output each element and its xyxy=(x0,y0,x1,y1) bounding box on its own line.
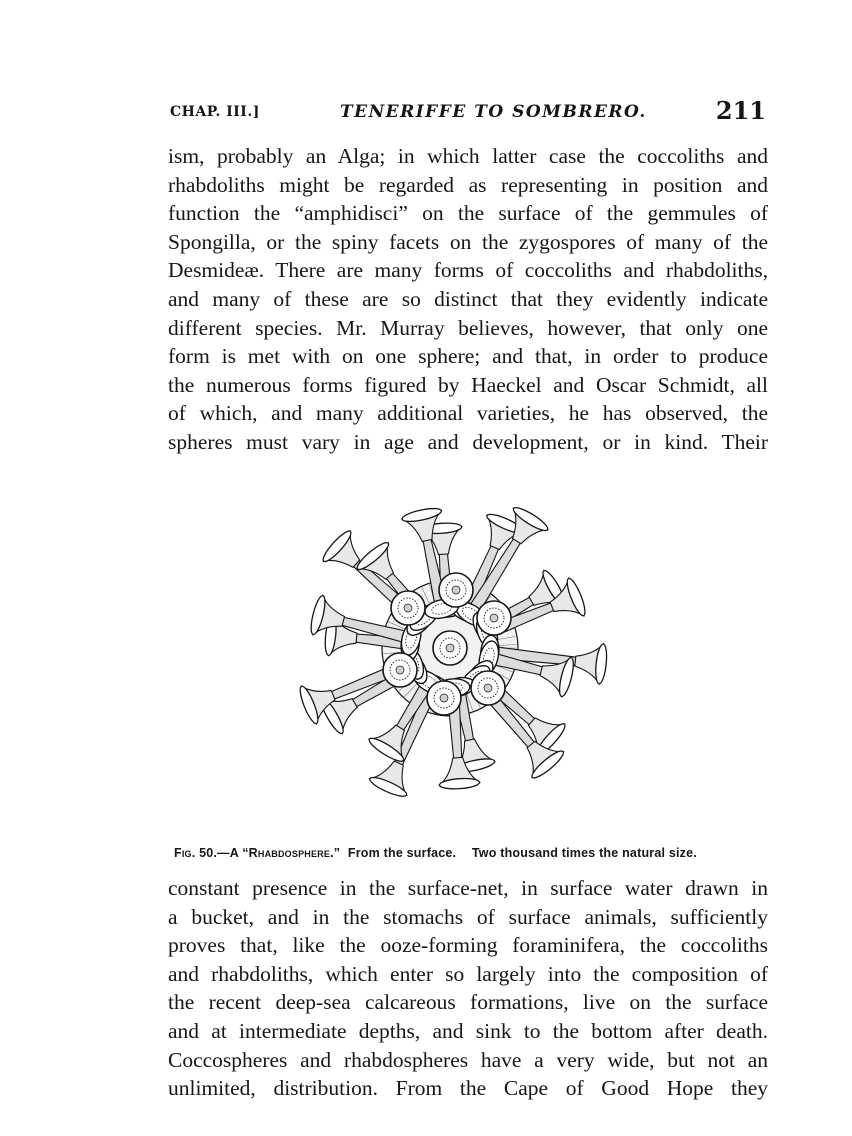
figure-caption xyxy=(174,846,744,860)
text-line: different species. Mr. Murray believes, however, that only one xyxy=(168,315,768,340)
text-line: rhabdoliths might be regarded as representing in position and xyxy=(168,172,768,197)
face-on-disc-center xyxy=(404,604,412,612)
text-line: constant presence in the surface-net, in surface water drawn in xyxy=(168,876,768,900)
text-line: the recent deep-sea calcareous formations, live on the surface xyxy=(168,990,768,1015)
text-line: of which, and many additional varieties, he has observed, the xyxy=(168,401,768,426)
body-text-bottom xyxy=(168,874,768,1103)
face-on-disc-center xyxy=(396,666,404,674)
figure-label: Fig. 50.—A “Rhabdosphere.” xyxy=(174,846,341,860)
text-line: Coccospheres and rhabdospheres have a very wide, but not an xyxy=(168,1047,768,1072)
chapter-label: CHAP. III.] xyxy=(170,104,260,120)
rhabdosphere-illustration xyxy=(260,462,640,834)
text-line: a bucket, and in the stomachs of surface animals, sufficiently xyxy=(168,904,768,929)
text-line: proves that, like the ooze-forming foraminifera, the coccoliths xyxy=(168,933,768,958)
text-line: Spongilla, or the spiny facets on the zygospores of many of the xyxy=(168,229,768,254)
text-line: ism, probably an Alga; in which latter case the coccoliths and xyxy=(168,144,768,168)
running-title: TENERIFFE TO SOMBRERO. xyxy=(340,102,647,122)
face-on-disc-center xyxy=(490,614,498,622)
text-line: the numerous forms figured by Haeckel and Oscar Schmidt, all xyxy=(168,372,768,397)
face-on-disc-center xyxy=(452,586,460,594)
text-line: unlimited, distribution. From the Cape of Good Hope they xyxy=(168,1076,768,1101)
text-line: Desmideæ. There are many forms of coccoliths and rhabdoliths, xyxy=(168,258,768,283)
running-header xyxy=(168,96,770,130)
face-on-disc-center xyxy=(484,684,492,692)
body-text-top xyxy=(168,142,768,457)
figure-scale-note: Two thousand times the natural size. xyxy=(471,846,697,860)
figure-description: From the surface. xyxy=(347,846,457,860)
face-on-disc-center xyxy=(440,694,448,702)
rhabdosphere-drawing xyxy=(260,462,640,834)
page-number: 211 xyxy=(715,96,766,125)
text-line: and many of these are so distinct that they evidently indicate xyxy=(168,286,768,311)
text-line: function the “amphidisci” on the surface of the gemmules of xyxy=(168,201,768,226)
text-line: spheres must vary in age and development, or in kind. Their xyxy=(168,429,768,454)
text-line: and rhabdoliths, which enter so largely into the composition of xyxy=(168,961,768,986)
text-line: form is met with on one sphere; and that, in order to produce xyxy=(168,344,768,369)
face-on-disc-center xyxy=(446,644,454,652)
text-line: and at intermediate depths, and sink to the bottom after death. xyxy=(168,1018,768,1043)
